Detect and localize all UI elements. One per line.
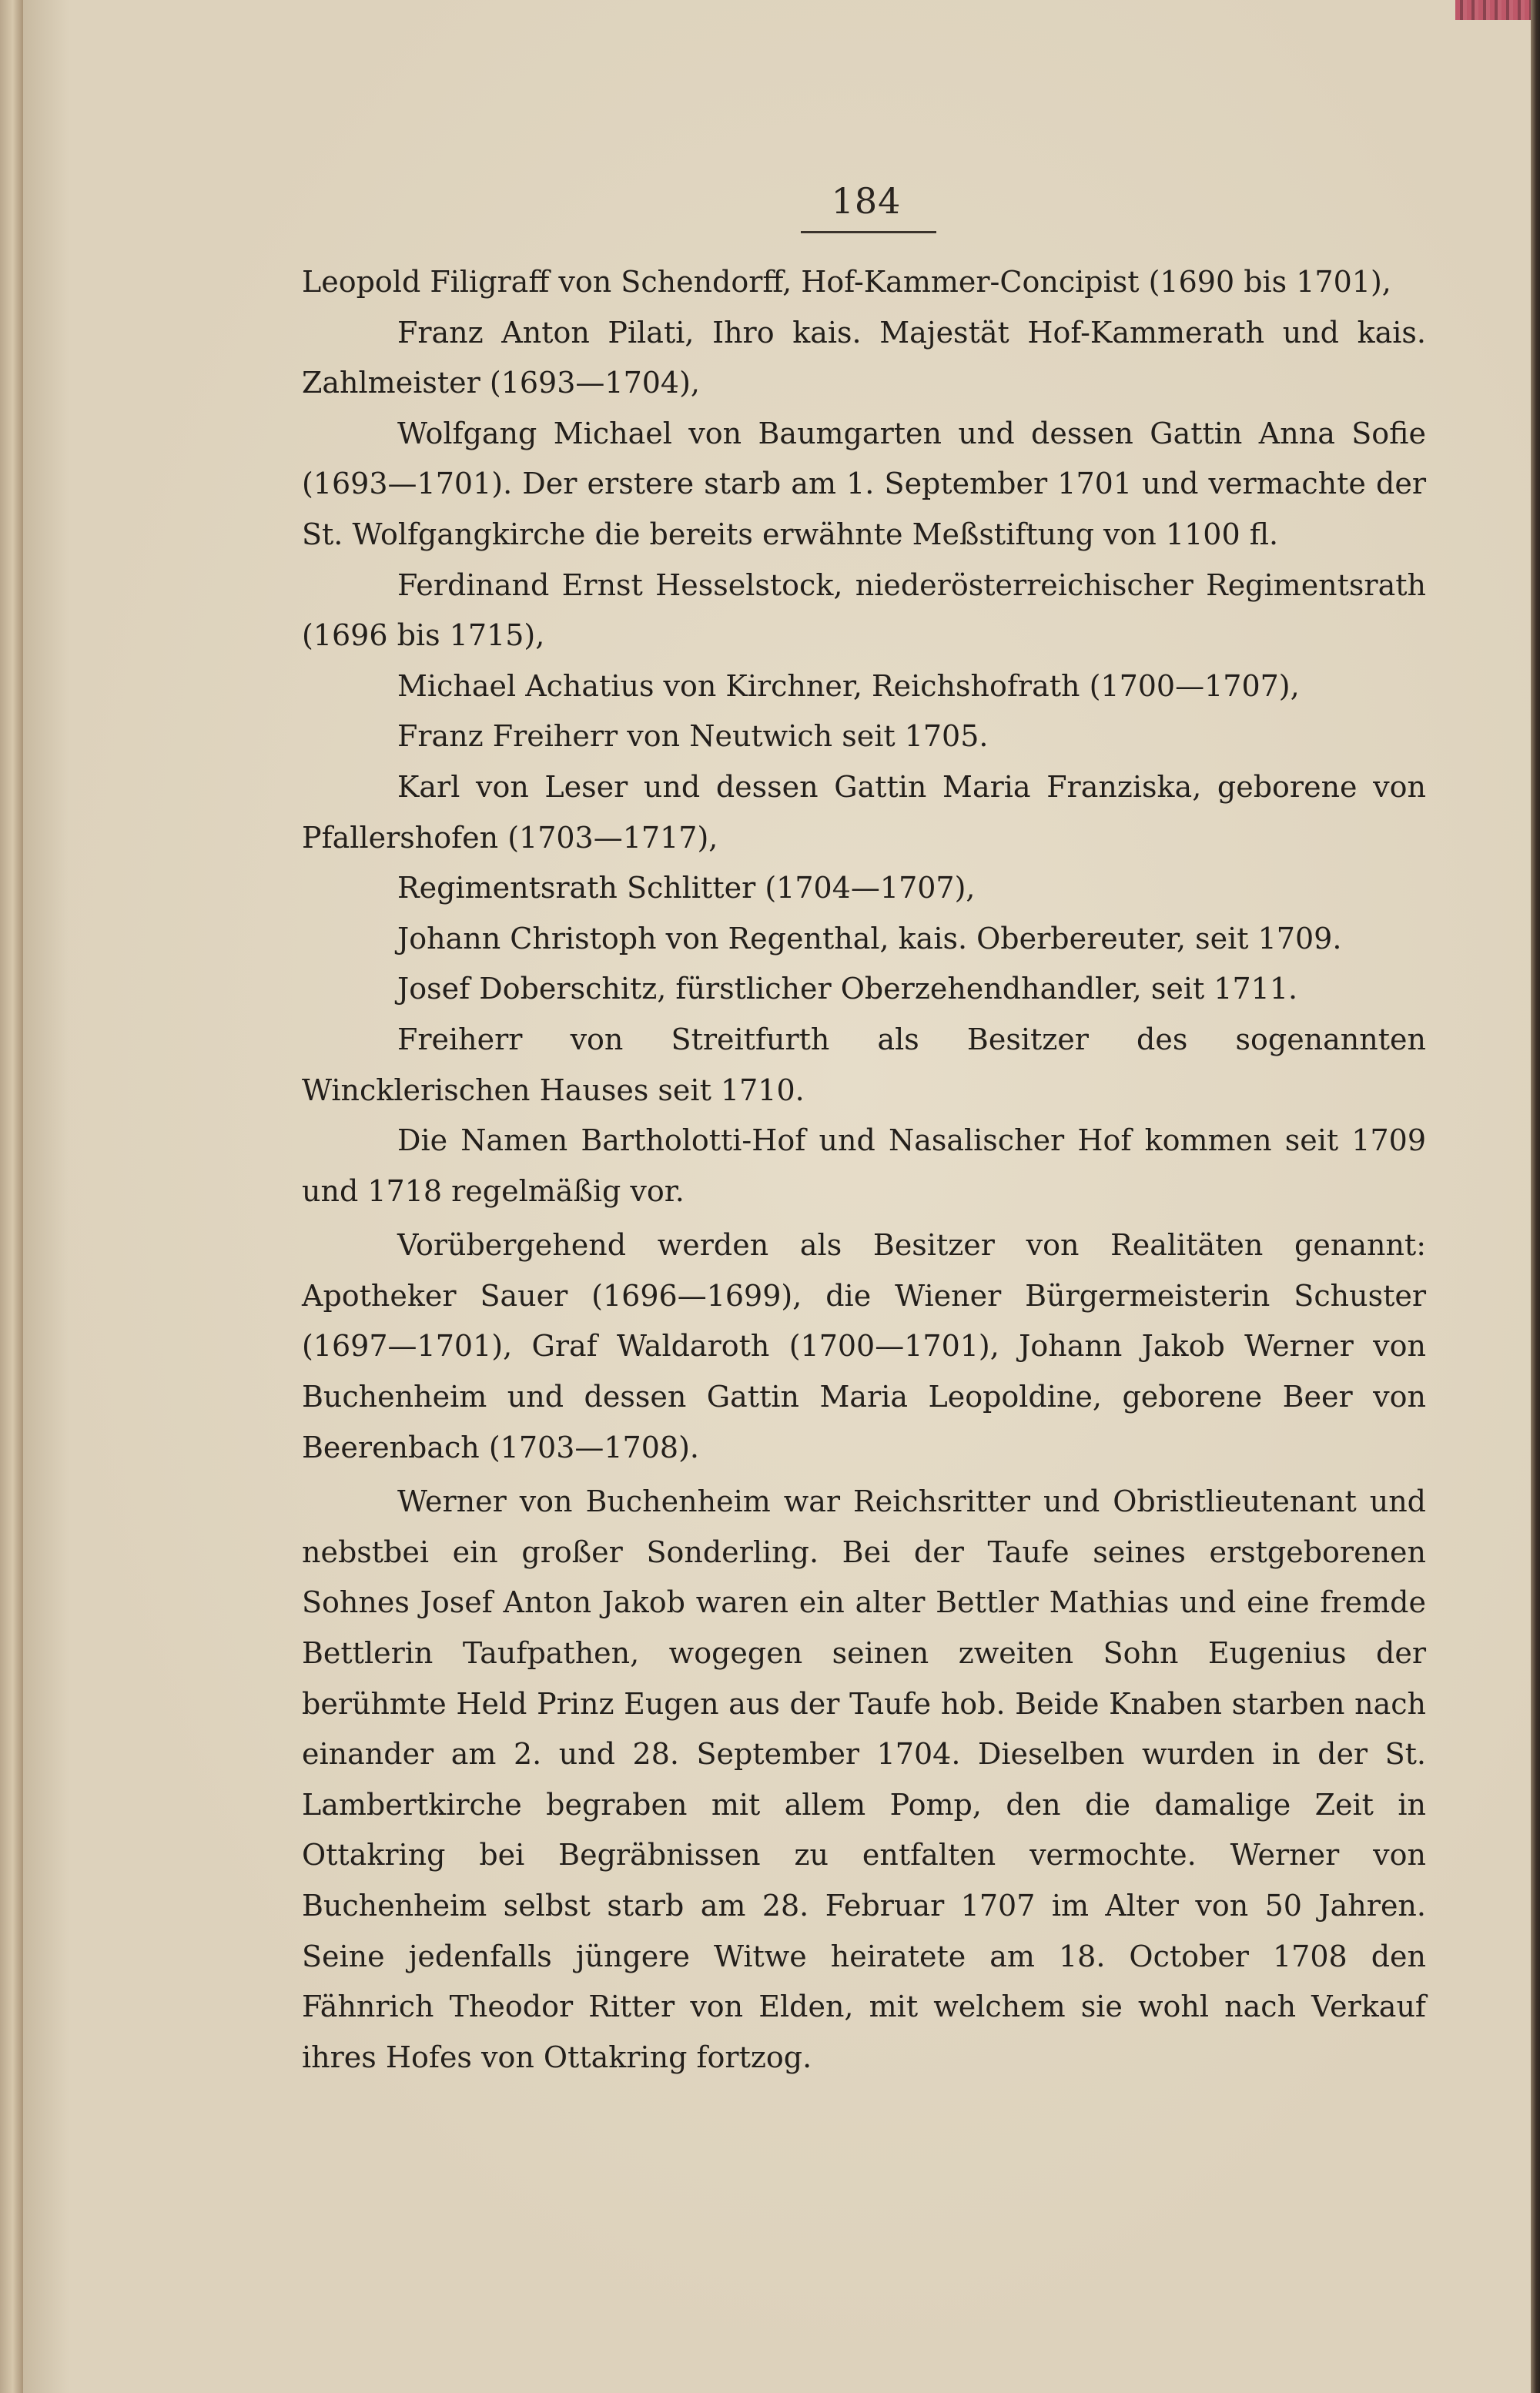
paragraph: Karl von Leser und dessen Gattin Maria Franziska, geborene von Pfallershofen (1703—1717), [302, 769, 1426, 855]
paragraph: Freiherr von Streitfurth als Besitzer des sogenannten Wincklerischen Hauses seit 1710. [302, 1022, 1426, 1107]
binding-edge [1531, 0, 1540, 2393]
page-number: 184 [831, 180, 902, 222]
adjacent-page-edge [0, 0, 23, 2393]
paragraph: Die Namen Bartholotti-Hof und Nasalischer Hof kommen seit 1709 und 1718 regelmäßig vor. [302, 1123, 1426, 1208]
page-body-text [302, 257, 1426, 2083]
page-number-rule [801, 231, 936, 233]
paragraph: Werner von Buchenheim war Reichsritter und Obristlieutenant und nebstbei ein großer Sonderling. Bei der Taufe seines erstgeborenen Sohnes Josef Anton Jakob waren ein alter Bettler Mathias und eine fremde Bettlerin Taufpathen, wogegen seinen zweiten Sohn Eugenius der berühmte Held Prinz Eugen aus der Taufe hob. Beide Knaben starben nach einander am 2. und 28. September 1704. Dieselben wurden in der St. Lambertkirche begraben mit allem Pomp, den die damalige Zeit in Ottakring bei Begräbnissen zu entfalten vermochte. Werner von Buchenheim selbst starb am 28. Februar 1707 im Alter von 50 Jahren. Seine jedenfalls jüngere Witwe heiratete am 18. October 1708 den Fähnrich Theodor Ritter von Elden, mit welchem sie wohl nach Verkauf ihres Hofes von Ottakring fortzog. [302, 1484, 1426, 2074]
paragraph: Franz Anton Pilati, Ihro kais. Majestät Hof-Kammerath und kais. Zahlmeister (1693—1704), [302, 315, 1426, 400]
paragraph: Josef Doberschitz, fürstlicher Oberzehendhandler, seit 1711. [397, 972, 1298, 1006]
paragraph: Franz Freiherr von Neutwich seit 1705. [397, 719, 989, 754]
bookmark-ribbon [1455, 0, 1540, 20]
paragraph: Regimentsrath Schlitter (1704—1707), [397, 871, 976, 905]
paragraph: Johann Christoph von Regenthal, kais. Oberbereuter, seit 1709. [397, 921, 1342, 956]
paragraph: Leopold Filigraff von Schendorff, Hof-Kammer-Concipist (1690 bis 1701), [302, 265, 1391, 299]
paragraph: Michael Achatius von Kirchner, Reichshofrath (1700—1707), [397, 668, 1300, 703]
paragraph: Wolfgang Michael von Baumgarten und dessen Gattin Anna Sofie (1693—1701). Der erstere starb am 1. September 1701 und vermachte der St. Wolfgangkirche die bereits erwähnte Meßstiftung von 1100 fl. [302, 416, 1426, 551]
paragraph: Ferdinand Ernst Hesselstock, niederösterreichischer Regimentsrath (1696 bis 1715), [302, 567, 1426, 653]
paragraph: Vorübergehend werden als Besitzer von Realitäten genannt: Apotheker Sauer (1696—1699), die Wiener Bürgermeisterin Schuster (1697—1701), Graf Waldaroth (1700—1701), Johann Jakob Werner von Buchenheim und dessen Gattin Maria Leopoldine, geborene Beer von Beerenbach (1703—1708). [302, 1228, 1426, 1464]
